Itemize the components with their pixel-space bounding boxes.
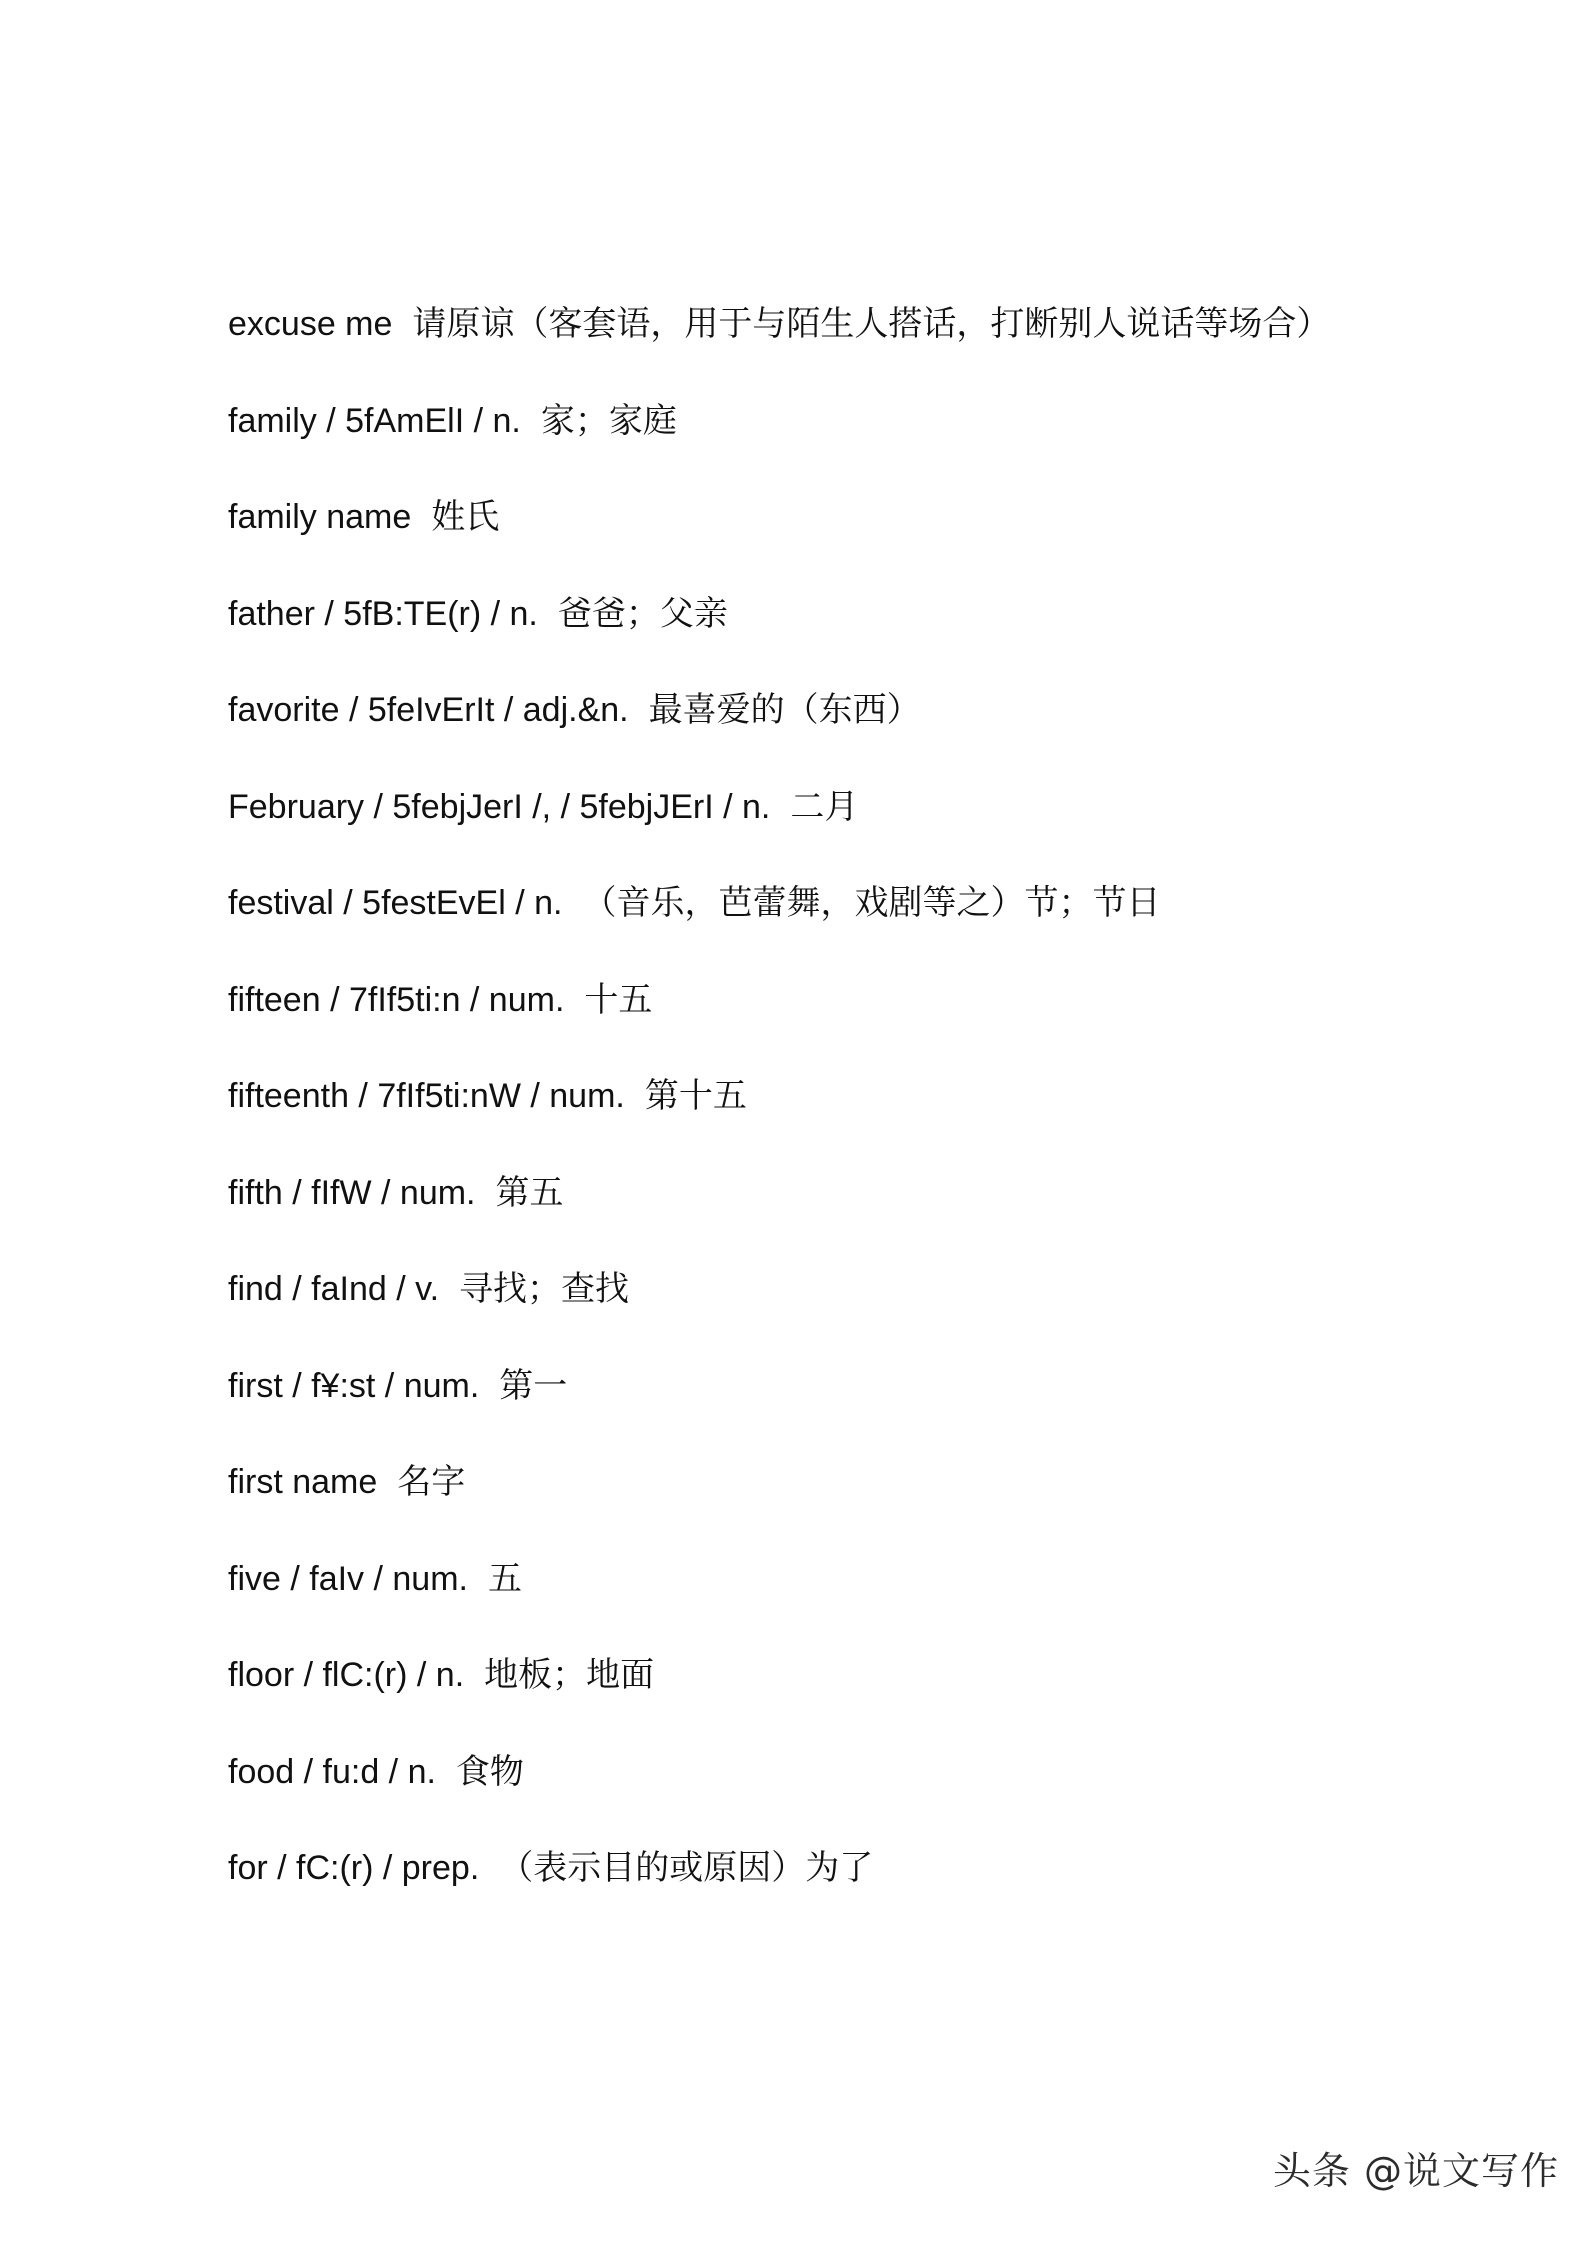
vocab-meaning: 第一 <box>499 1366 568 1405</box>
vocab-meaning: 二月 <box>790 787 859 826</box>
vocab-word: fifth / fIfW / num. <box>228 1173 476 1212</box>
vocab-word: first name <box>228 1463 378 1501</box>
vocab-word: find / faInd / v. <box>228 1270 440 1308</box>
vocab-meaning: 十五 <box>584 980 653 1019</box>
vocab-word: floor / flC:(r) / n. <box>228 1656 465 1694</box>
vocab-word: family / 5fAmElI / n. <box>228 401 521 440</box>
vocab-meaning: 姓氏 <box>431 498 500 536</box>
vocab-word: fifteen / 7fIf5ti:n / num. <box>228 980 565 1019</box>
vocab-word: favorite / 5feIvErIt / adj.&n. <box>228 691 629 729</box>
vocab-word: festival / 5festEvEl / n. <box>228 884 563 922</box>
vocab-word: family name <box>228 498 412 536</box>
vocab-entry <box>228 1724 1388 1821</box>
vocab-meaning: 食物 <box>455 1752 524 1791</box>
vocab-entry <box>228 469 1388 566</box>
vocab-entry <box>228 662 1388 759</box>
vocab-meaning: 家；家庭 <box>540 401 677 440</box>
vocab-entry <box>228 566 1388 663</box>
vocab-word: food / fu:d / n. <box>228 1752 436 1791</box>
vocab-meaning: （音乐，芭蕾舞，戏剧等之）节；节日 <box>582 884 1161 922</box>
vocab-entry <box>228 855 1388 952</box>
vocab-word: father / 5fB:TE(r) / n. <box>228 594 538 633</box>
vocab-entry <box>228 1241 1388 1338</box>
vocab-meaning: 寻找；查找 <box>459 1270 630 1308</box>
vocab-entry <box>228 1434 1388 1531</box>
vocab-word: first / f¥:st / num. <box>228 1366 480 1405</box>
vocab-meaning: 地板；地面 <box>484 1656 655 1694</box>
vocab-entry <box>228 759 1388 856</box>
watermark-label: 头条 @说文写作 <box>1272 2149 1559 2193</box>
vocab-meaning: 最喜爱的（东西） <box>648 691 921 729</box>
vocab-meaning: 爸爸；父亲 <box>557 594 728 633</box>
vocabulary-list <box>228 276 1388 1917</box>
vocab-word: excuse me <box>228 305 393 343</box>
vocab-entry <box>228 1338 1388 1435</box>
vocab-entry <box>228 276 1388 373</box>
vocab-entry <box>228 952 1388 1049</box>
vocab-meaning: 名字 <box>397 1463 466 1501</box>
vocab-word: for / fC:(r) / prep. <box>228 1849 480 1887</box>
vocab-word: five / faIv / num. <box>228 1559 468 1598</box>
vocab-meaning: 第十五 <box>644 1077 747 1115</box>
vocab-word: fifteenth / 7fIf5ti:nW / num. <box>228 1077 625 1115</box>
vocab-meaning: 五 <box>487 1559 522 1598</box>
vocab-entry <box>228 1531 1388 1628</box>
vocab-meaning: 第五 <box>495 1173 564 1212</box>
vocab-entry <box>228 373 1388 470</box>
vocab-entry <box>228 1627 1388 1724</box>
vocab-meaning: （表示目的或原因）为了 <box>499 1849 874 1887</box>
vocab-entry <box>228 1145 1388 1242</box>
vocab-meaning: 请原谅（客套语，用于与陌生人搭话，打断别人说话等场合） <box>412 305 1331 343</box>
vocab-word: February / 5febjJerI /, / 5febjJErI / n. <box>228 787 771 826</box>
vocab-entry <box>228 1820 1388 1917</box>
vocab-entry <box>228 1048 1388 1145</box>
